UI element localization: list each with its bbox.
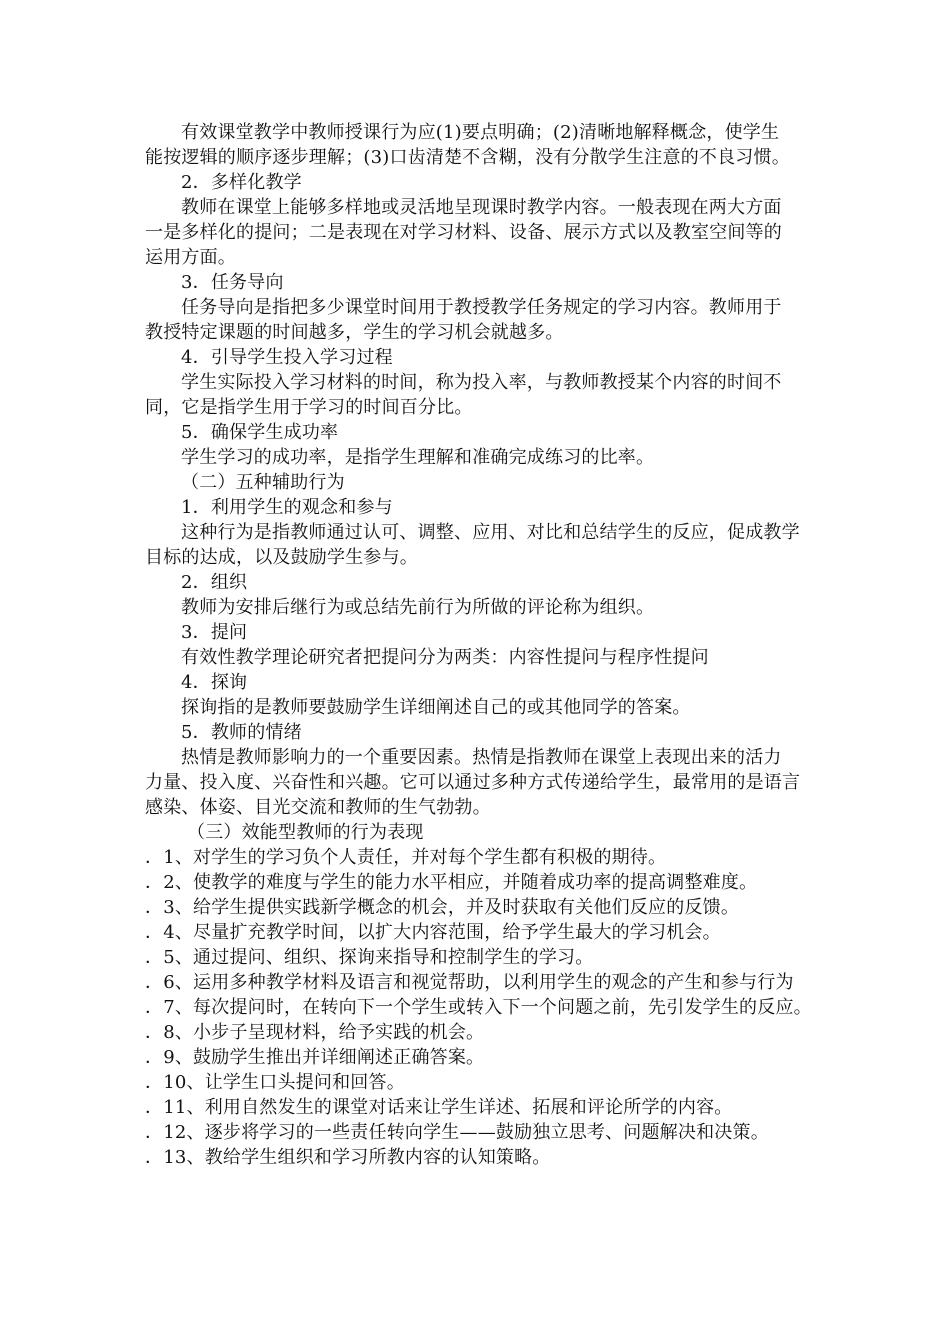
text-line: 探询指的是教师要鼓励学生详细阐述自己的或其他同学的答案。 — [181, 697, 691, 718]
text-line: ．2、使教学的难度与学生的能力水平相应，并随着成功率的提高调整难度。 — [145, 872, 758, 893]
text-line: 有效性教学理论研究者把提问分为两类：内容性提问与程序性提问 — [181, 647, 709, 668]
text-line: 3．提问 — [181, 622, 248, 643]
text-line: ．7、每次提问时，在转向下一个学生或转入下一个问题之前，先引发学生的反应。 — [145, 997, 812, 1018]
text-line: 教授特定课题的时间越多，学生的学习机会就越多。 — [145, 322, 564, 343]
text-line: 能按逻辑的顺序逐步理解；(3)口齿清楚不含糊，没有分散学生注意的不良习惯。 — [145, 147, 790, 168]
text-line: 感染、体姿、目光交流和教师的生气勃勃。 — [145, 797, 491, 818]
text-line: 有效课堂教学中教师授课行为应(1)要点明确；(2)清晰地解释概念，使学生 — [181, 122, 780, 143]
text-line: （二）五种辅助行为 — [181, 472, 345, 493]
text-line: ．9、鼓励学生推出并详细阐述正确答案。 — [145, 1047, 485, 1068]
text-line: ．8、小步子呈现材料，给予实践的机会。 — [145, 1022, 485, 1043]
text-line: 3．任务导向 — [181, 272, 284, 293]
text-line: ．5、通过提问、组织、探询来指导和控制学生的学习。 — [145, 947, 594, 968]
text-line: 5．教师的情绪 — [181, 722, 302, 743]
text-line: ．11、利用自然发生的课堂对话来让学生详述、拓展和评论所学的内容。 — [145, 1097, 733, 1118]
text-line: 力量、投入度、兴奋性和兴趣。它可以通过多种方式传递给学生，最常用的是语言 — [145, 772, 801, 793]
text-line: ．13、教给学生组织和学习所教内容的认知策略。 — [145, 1147, 551, 1168]
text-line: 5．确保学生成功率 — [181, 422, 339, 443]
text-line: 4．引导学生投入学习过程 — [181, 347, 393, 368]
text-line: 2．组织 — [181, 572, 248, 593]
text-line: 同，它是指学生用于学习的时间百分比。 — [145, 397, 473, 418]
text-line: 运用方面。 — [145, 247, 236, 268]
text-line: ．6、运用多种教学材料及语言和视觉帮助，以利用学生的观念的产生和参与行为 — [145, 972, 794, 993]
text-line: ．12、逐步将学习的一些责任转向学生——鼓励独立思考、问题解决和决策。 — [145, 1122, 769, 1143]
text-line: 2．多样化教学 — [181, 172, 302, 193]
text-line: （三）效能型教师的行为表现 — [187, 822, 424, 843]
text-line: 目标的达成，以及鼓励学生参与。 — [145, 547, 418, 568]
text-line: ．3、给学生提供实践新学概念的机会，并及时获取有关他们反应的反馈。 — [145, 897, 740, 918]
text-line: 任务导向是指把多少课堂时间用于教授教学任务规定的学习内容。教师用于 — [181, 297, 782, 318]
text-line: 教师为安排后继行为或总结先前行为所做的评论称为组织。 — [181, 597, 655, 618]
text-line: ．10、让学生口头提问和回答。 — [145, 1072, 405, 1093]
text-line: 这种行为是指教师通过认可、调整、应用、对比和总结学生的反应，促成教学 — [181, 522, 800, 543]
text-line: 学生实际投入学习材料的时间，称为投入率，与教师教授某个内容的时间不 — [181, 372, 782, 393]
text-line: ．4、尽量扩充教学时间，以扩大内容范围，给予学生最大的学习机会。 — [145, 922, 721, 943]
text-line: 学生学习的成功率，是指学生理解和准确完成练习的比率。 — [181, 447, 655, 468]
text-line: ．1、对学生的学习负个人责任，并对每个学生都有积极的期待。 — [145, 847, 667, 868]
text-line: 一是多样化的提问；二是表现在对学习材料、设备、展示方式以及教室空间等的 — [145, 222, 782, 243]
text-line: 教师在课堂上能够多样地或灵活地呈现课时教学内容。一般表现在两大方面 — [181, 197, 782, 218]
text-line: 1．利用学生的观念和参与 — [181, 497, 393, 518]
text-line: 热情是教师影响力的一个重要因素。热情是指教师在课堂上表现出来的活力 — [181, 747, 782, 768]
document-body — [145, 120, 815, 1170]
text-line: 4．探询 — [181, 672, 248, 693]
